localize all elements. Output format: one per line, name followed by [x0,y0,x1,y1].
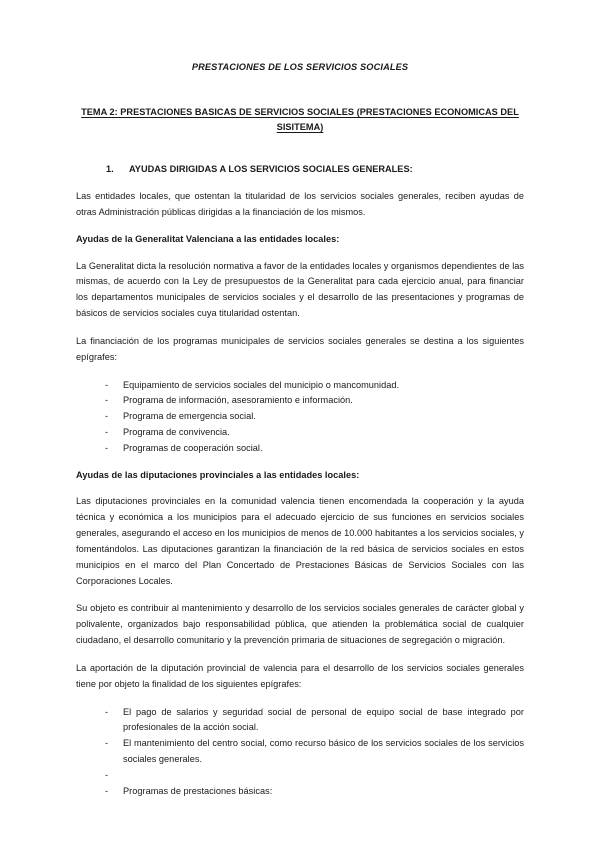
section-1-number: 1. [106,163,114,174]
list-item [105,784,524,800]
list-item [105,441,524,457]
list-item [105,393,524,409]
dash-bullet-icon: - [105,395,109,406]
list-item [105,378,524,394]
list-item [105,705,524,737]
dash-bullet-icon: - [105,427,109,438]
chapter-title: TEMA 2: PRESTACIONES BASICAS DE SERVICIOS SOCIALES (PRESTACIONES ECONOMICAS DEL SISITEMA) [81,106,519,132]
subsection-diputaciones-paragraph-2: Su objeto es contribuir al mantenimiento y desarrollo de los servicios sociales generales de carácter global y polivalente, organizados bajo responsabilidad pública, que atienden la problemática social de cualquier ciudadano, el desarrollo comunitario y la prevención primaria de situaciones de segregación o migración. [76,603,524,646]
subsection-generalitat-bullet-list [76,378,524,457]
list-item [105,409,524,425]
list-item-text: El mantenimiento del centro social, como recurso básico de los servicios sociales de los servicios sociales generales. [123,738,524,765]
list-item [105,768,524,784]
dash-bullet-icon: - [105,769,109,780]
list-item [105,736,524,768]
subsection-diputaciones-paragraph-3: La aportación de la diputación provincial de valencia para el desarrollo de los servicios sociales generales tiene por objeto la finalidad de los siguientes epígrafes: [76,662,524,689]
list-item-text: El pago de salarios y seguridad social de personal de equipo social de base integrado por profesionales de la acción social. [123,706,524,733]
subsection-generalitat-heading: Ayudas de la Generalitat Valenciana a las entidades locales: [76,233,340,244]
list-item-text [123,768,524,784]
document-header-title: PRESTACIONES DE LOS SERVICIOS SOCIALES [191,62,409,72]
list-item-text: Programas de prestaciones básicas: [123,785,273,796]
list-item-text: Equipamiento de servicios sociales del municipio o mancomunidad. [123,379,400,390]
dash-bullet-icon: - [105,706,109,717]
dash-bullet-icon: - [105,411,109,422]
list-item-text: Programa de información, asesoramiento e información. [123,395,353,406]
subsection-generalitat-paragraph-1: La Generalitat dicta la resolución normativa a favor de la entidades locales y organismos dependientes de las mismas, de acuerdo con la Ley de presupuestos de la Generalitat para cada ejercicio anual, para financiar los departamentos municipales de servicios sociales y el desarrollo de las presentaciones y programas de básicos de servicios sociales cuya titularidad ostentan. [76,260,524,319]
section-1-heading-text: AYUDAS DIRIGIDAS A LOS SERVICIOS SOCIALES GENERALES: [129,163,413,174]
list-item [105,425,524,441]
subsection-diputaciones-bullet-list [76,705,524,800]
section-1-heading [76,163,524,176]
subsection-generalitat-paragraph-2: La financiación de los programas municipales de servicios sociales generales se destina a los siguientes epígrafes: [76,335,524,362]
dash-bullet-icon: - [105,442,109,453]
dash-bullet-icon: - [105,785,109,796]
subsection-diputaciones-heading: Ayudas de las diputaciones provinciales a las entidades locales: [76,469,360,480]
section-1-intro-paragraph: Las entidades locales, que ostentan la titularidad de los servicios sociales generales, reciben ayudas de otras Administración públicas dirigidas a la financiación de los mismos. [76,191,524,217]
dash-bullet-icon: - [105,379,109,390]
list-item-text: Programa de emergencia social. [123,411,256,422]
list-item-text: Programa de convivencia. [123,427,230,438]
dash-bullet-icon: - [105,738,109,749]
list-item-text: Programas de cooperación social. [123,442,263,453]
subsection-diputaciones-paragraph-1: Las diputaciones provinciales en la comunidad valencia tienen encomendada la cooperación y la ayuda técnica y económica a los municipios para el adecuado ejercicio de sus funciones en servicios sociales generales, asegurando el acceso en los municipios de menos de 10.000 habitantes a los servicios sociales, y fomentándolos. Las diputaciones garantizan la financiación de la red básica de servicios sociales en estos municipios en el marco del Plan Concertado de Prestaciones Básicas de Servicios Sociales con las Corporaciones Locales. [76,496,524,586]
